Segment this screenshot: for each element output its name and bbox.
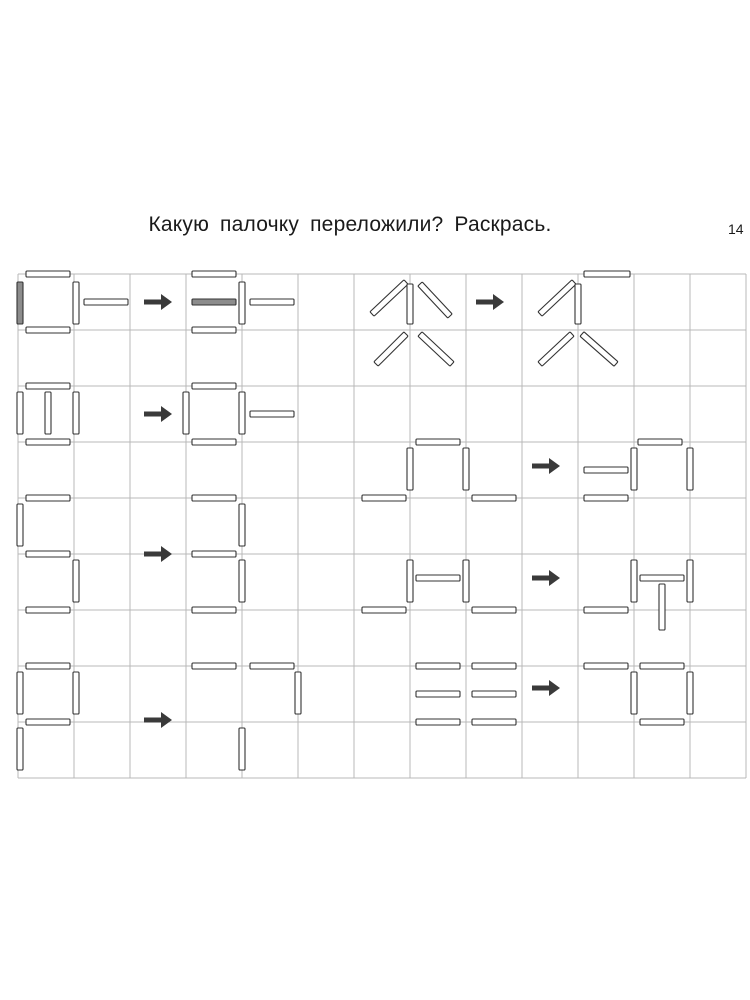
matchstick bbox=[239, 728, 245, 770]
matchstick bbox=[631, 672, 637, 714]
matchstick bbox=[26, 439, 70, 445]
matchstick bbox=[26, 327, 70, 333]
matchstick bbox=[472, 691, 516, 697]
matchstick bbox=[362, 607, 406, 613]
matchstick bbox=[631, 448, 637, 490]
matchstick bbox=[192, 439, 236, 445]
matchstick bbox=[26, 551, 70, 557]
right-arrow-icon bbox=[532, 570, 560, 586]
matchstick bbox=[472, 495, 516, 501]
right-arrow-icon bbox=[532, 680, 560, 696]
matchstick bbox=[250, 299, 294, 305]
matchstick bbox=[584, 663, 628, 669]
matchstick bbox=[192, 383, 236, 389]
matchstick bbox=[407, 560, 413, 602]
matchsticks bbox=[17, 271, 693, 770]
matchstick bbox=[192, 495, 236, 501]
matchstick bbox=[640, 663, 684, 669]
matchstick bbox=[472, 719, 516, 725]
right-arrow-icon bbox=[144, 406, 172, 422]
matchstick bbox=[73, 672, 79, 714]
matchstick bbox=[26, 663, 70, 669]
matchstick bbox=[418, 332, 454, 366]
matchstick bbox=[631, 560, 637, 602]
matchstick bbox=[584, 495, 628, 501]
matchstick bbox=[407, 448, 413, 490]
matchstick bbox=[374, 332, 408, 366]
matchstick bbox=[640, 719, 684, 725]
matchstick bbox=[580, 332, 618, 366]
matchstick bbox=[239, 282, 245, 324]
matchstick bbox=[687, 560, 693, 602]
matchstick bbox=[26, 607, 70, 613]
matchstick bbox=[659, 584, 665, 630]
matchstick bbox=[472, 607, 516, 613]
right-arrow-icon bbox=[532, 458, 560, 474]
matchstick bbox=[538, 332, 574, 366]
right-arrow-icon bbox=[476, 294, 504, 310]
matchstick bbox=[472, 663, 516, 669]
right-arrow-icon bbox=[144, 294, 172, 310]
matchstick bbox=[250, 663, 294, 669]
page-title: Какую палочку переложили? Раскрась. bbox=[148, 213, 552, 236]
matchstick bbox=[192, 271, 236, 277]
matchstick bbox=[73, 282, 79, 324]
matchstick bbox=[239, 392, 245, 434]
matchstick bbox=[17, 728, 23, 770]
matchstick bbox=[17, 392, 23, 434]
matchstick bbox=[84, 299, 128, 305]
matchstick bbox=[463, 560, 469, 602]
matchstick bbox=[192, 607, 236, 613]
highlighted-matchstick bbox=[192, 299, 236, 305]
matchstick bbox=[407, 284, 413, 324]
matchstick bbox=[239, 504, 245, 546]
matchstick bbox=[26, 271, 70, 277]
page-number: 14 bbox=[728, 221, 744, 237]
matchstick bbox=[17, 504, 23, 546]
matchstick bbox=[584, 467, 628, 473]
matchstick bbox=[295, 672, 301, 714]
matchstick bbox=[26, 719, 70, 725]
matchstick bbox=[192, 327, 236, 333]
matchstick bbox=[416, 691, 460, 697]
right-arrow-icon bbox=[144, 546, 172, 562]
right-arrow-icon bbox=[144, 712, 172, 728]
matchstick bbox=[73, 560, 79, 602]
matchstick bbox=[416, 719, 460, 725]
matchstick bbox=[687, 672, 693, 714]
matchstick bbox=[463, 448, 469, 490]
matchstick bbox=[250, 411, 294, 417]
matchstick bbox=[239, 560, 245, 602]
matchstick bbox=[26, 383, 70, 389]
matchstick bbox=[416, 663, 460, 669]
matchstick bbox=[575, 284, 581, 324]
matchstick bbox=[192, 551, 236, 557]
matchstick bbox=[640, 575, 684, 581]
matchstick bbox=[45, 392, 51, 434]
matchstick bbox=[416, 575, 460, 581]
highlighted-matchstick bbox=[17, 282, 23, 324]
matchstick bbox=[183, 392, 189, 434]
matchstick bbox=[584, 607, 628, 613]
matchstick bbox=[538, 280, 576, 316]
matchstick bbox=[26, 495, 70, 501]
matchstick bbox=[370, 280, 408, 316]
matchstick bbox=[73, 392, 79, 434]
matchstick bbox=[418, 282, 452, 318]
matchstick bbox=[584, 271, 630, 277]
matchstick bbox=[638, 439, 682, 445]
matchstick bbox=[416, 439, 460, 445]
matchstick bbox=[192, 663, 236, 669]
matchstick bbox=[362, 495, 406, 501]
matchstick bbox=[17, 672, 23, 714]
matchstick bbox=[687, 448, 693, 490]
